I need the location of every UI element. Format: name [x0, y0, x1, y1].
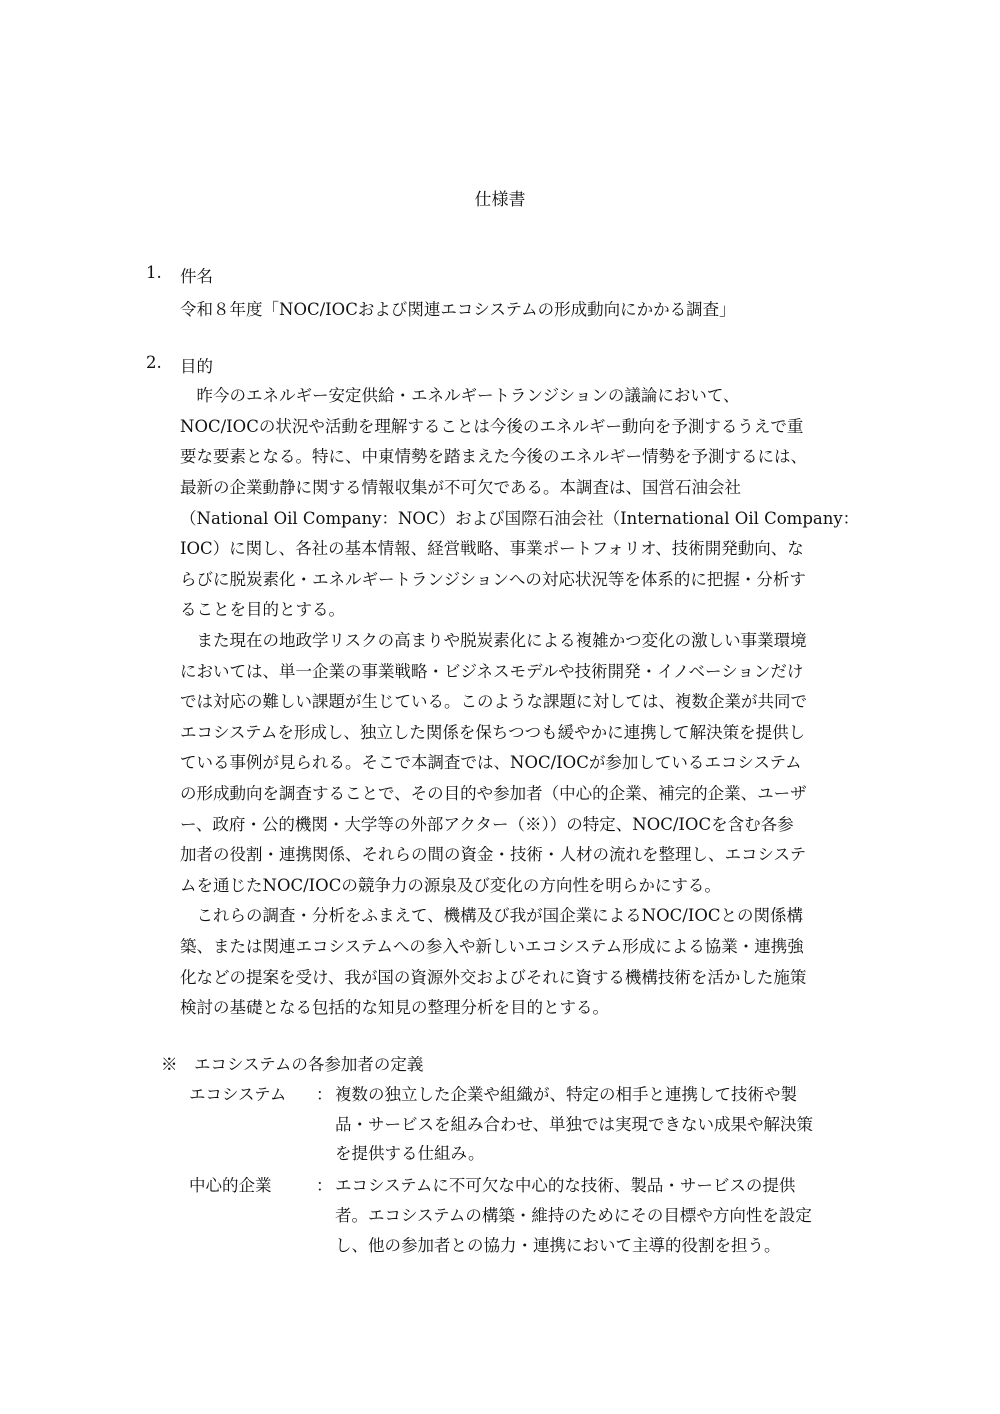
definition-line: し、他の参加者との協力・連携において主導的役割を担う。: [335, 1236, 781, 1255]
definition-term: エコシステム: [189, 1085, 287, 1104]
definition-colon: ：: [316, 1085, 333, 1104]
definition-line: 品・サービスを組み合わせ、単独では実現できない成果や解決策: [335, 1115, 814, 1134]
definition-line: 者。エコシステムの構築・維持のためにその目標や方向性を設定: [335, 1206, 812, 1225]
body-line: らびに脱炭素化・エネルギートランジションへの対応状況等を体系的に把握・分析す: [180, 570, 806, 589]
body-line: また現在の地政学リスクの高まりや脱炭素化による複雑かつ変化の激しい事業環境: [180, 631, 807, 650]
body-line: （National Oil Company：NOC）および国際石油会社（International Oil Company：: [180, 509, 860, 528]
body-line: エコシステムを形成し、独立した関係を保ちつつも緩やかに連携して解決策を提供し: [180, 723, 806, 742]
body-line: ムを通じたNOC/IOCの競争力の源泉及び変化の方向性を明らかにする。: [180, 876, 721, 895]
body-line: 築、または関連エコシステムへの参入や新しいエコシステム形成による協業・連携強: [180, 937, 804, 956]
body-line: ることを目的とする。: [180, 600, 345, 619]
definition-term: 中心的企業: [189, 1176, 272, 1195]
body-line: 最新の企業動静に関する情報収集が不可欠である。本調査は、国営石油会社: [180, 478, 741, 497]
definition-line: 複数の独立した企業や組織が、特定の相手と連携して技術や製: [335, 1085, 797, 1104]
section-number: 1.: [146, 263, 162, 282]
body-line: では対応の難しい課題が生じている。このような課題に対しては、複数企業が共同で: [180, 692, 807, 711]
body-line: これらの調査・分析をふまえて、機構及び我が国企業によるNOC/IOCとの関係構: [180, 906, 803, 925]
body-line: 化などの提案を受け、我が国の資源外交およびそれに資する機構技術を活かした施策: [180, 968, 807, 987]
body-line: 昨今のエネルギー安定供給・エネルギートランジションの議論において、: [180, 386, 740, 405]
body-line: 検討の基礎となる包括的な知見の整理分析を目的とする。: [180, 998, 609, 1017]
body-line: においては、単一企業の事業戦略・ビジネスモデルや技術開発・イノベーションだけ: [180, 662, 804, 681]
body-line: 要な要素となる。特に、中東情勢を踏まえた今後のエネルギー情勢を予測するには、: [180, 447, 807, 466]
definition-line: エコシステムに不可欠な中心的な技術、製品・サービスの提供: [335, 1176, 796, 1195]
body-line: 加者の役割・連携関係、それらの間の資金・技術・人材の流れを整理し、エコシステ: [180, 845, 807, 864]
section-heading: 件名: [180, 267, 213, 286]
section-number: 2.: [146, 353, 162, 372]
definition-line: を提供する仕組み。: [335, 1144, 485, 1163]
body-line: の形成動向を調査することで、その目的や参加者（中心的企業、補完的企業、ユーザ: [180, 784, 807, 803]
body-line: IOC）に関し、各社の基本情報、経営戦略、事業ポートフォリオ、技術開発動向、な: [180, 539, 804, 558]
section-heading: 目的: [180, 357, 213, 376]
body-line: ている事例が見られる。そこで本調査では、NOC/IOCが参加しているエコシステム: [180, 753, 802, 772]
body-line: 令和８年度「NOC/IOCおよび関連エコシステムの形成動向にかかる調査」: [180, 300, 736, 319]
definitions-heading: ※ エコシステムの各参加者の定義: [161, 1055, 424, 1074]
body-line: ー、政府・公的機関・大学等の外部アクター（※））の特定、NOC/IOCを含む各参: [180, 815, 794, 834]
body-line: NOC/IOCの状況や活動を理解することは今後のエネルギー動向を予測するうえで重: [180, 417, 804, 436]
document-title: 仕様書: [474, 190, 526, 210]
definition-colon: ：: [316, 1176, 333, 1195]
